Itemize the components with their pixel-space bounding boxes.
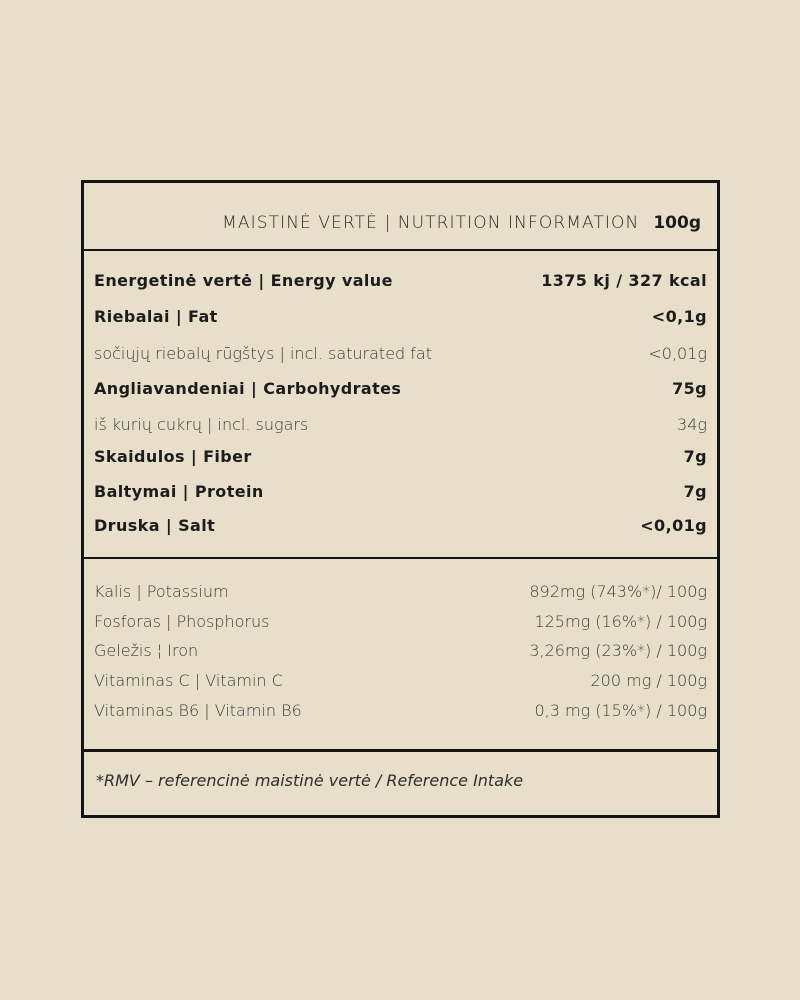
row-value: 7g [683, 447, 707, 466]
row-protein [94, 482, 707, 501]
divider [84, 249, 717, 251]
row-label: Geležis ¦ Iron [94, 641, 199, 660]
row-fat [94, 307, 707, 326]
row-value: <0,1g [651, 307, 707, 326]
row-label: iš kurių cukrų | incl. sugars [94, 415, 309, 434]
row-value: 892mg (743%*)/ 100g [529, 582, 707, 601]
row-value: 1375 kj / 327 kcal [541, 271, 707, 290]
header-amount: 100g [653, 213, 701, 233]
row-potassium [94, 582, 707, 601]
row-vitamin-c [94, 671, 707, 690]
row-vitamin-b6 [94, 701, 707, 720]
row-carbohydrates [94, 379, 707, 398]
row-label: Vitaminas B6 | Vitamin B6 [94, 701, 302, 720]
row-value: 0,3 mg (15%*) / 100g [534, 701, 707, 720]
row-value: 75g [672, 379, 707, 398]
table-header [222, 213, 701, 233]
row-value: 34g [677, 415, 707, 434]
divider [84, 749, 717, 752]
row-value: <0,01g [640, 516, 707, 535]
nutrition-table [81, 180, 720, 818]
row-label: Angliavandeniai | Carbohydrates [94, 379, 402, 398]
row-label: Kalis | Potassium [94, 582, 229, 601]
row-label: Energetinė vertė | Energy value [94, 271, 393, 290]
row-value: 7g [683, 482, 707, 501]
row-fiber [94, 447, 707, 466]
row-label: Baltymai | Protein [94, 482, 264, 501]
header-title: MAISTINĖ VERTĖ | NUTRITION INFORMATION [222, 213, 640, 233]
row-label: Riebalai | Fat [94, 307, 218, 326]
row-label: Fosforas | Phosphorus [94, 612, 270, 631]
row-energy [94, 271, 707, 290]
row-label: Druska | Salt [94, 516, 216, 535]
row-label: Vitaminas C | Vitamin C [94, 671, 283, 690]
divider [84, 557, 717, 559]
row-label: sočiųjų riebalų rūgštys | incl. saturated fat [94, 344, 432, 363]
row-phosphorus [94, 612, 707, 631]
row-value: 3,26mg (23%*) / 100g [529, 641, 707, 660]
row-salt [94, 516, 707, 535]
row-value: 200 mg / 100g [590, 671, 707, 690]
row-value: <0,01g [648, 344, 707, 363]
row-label: Skaidulos | Fiber [94, 447, 252, 466]
row-saturated-fat [94, 344, 707, 363]
row-iron [94, 641, 707, 660]
footnote: *RMV – referencinė maistinė vertė / Reference Intake [96, 771, 524, 790]
row-value: 125mg (16%*) / 100g [534, 612, 707, 631]
row-sugars [94, 415, 707, 434]
